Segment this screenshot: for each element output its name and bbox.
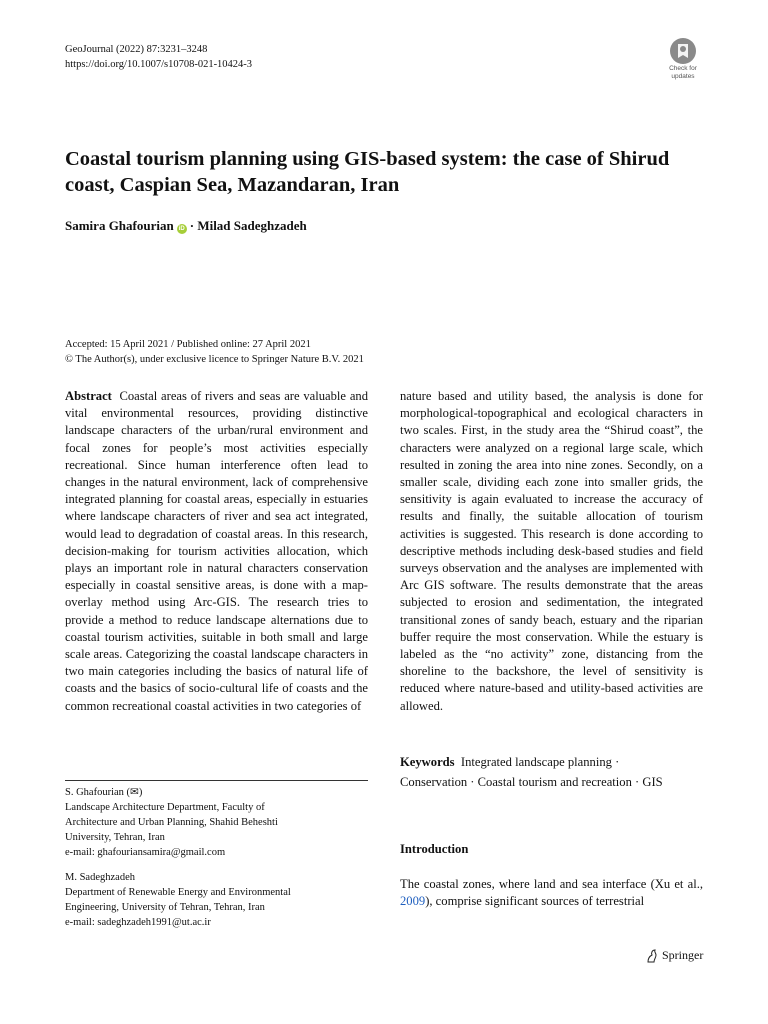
affiliation-1-line: S. Ghafourian (✉) <box>65 787 143 798</box>
abstract-heading: Abstract <box>65 389 112 403</box>
paper-title: Coastal tourism planning using GIS-based system: the case of Shirud coast, Caspian Sea, Mazandaran, Iran <box>65 148 670 196</box>
keywords-line-1: Integrated landscape planning · <box>460 755 620 769</box>
keywords-block <box>400 752 703 792</box>
doi-link[interactable]: https://doi.org/10.1007/s10708-021-10424-3 <box>65 59 253 70</box>
publisher-name: Springer <box>662 948 704 962</box>
author-1[interactable]: Samira Ghafourian <box>65 218 174 233</box>
journal-citation: GeoJournal (2022) 87:3231–3248 <box>65 44 208 55</box>
intro-text-end: ), comprise significant sources of terrestrial <box>425 894 645 909</box>
keywords-line-2: Conservation · Coastal tourism and recreation · GIS <box>400 775 663 789</box>
abstract-text-right: nature based and utility based, the analysis is done for morphological-topographical and ecological characters in two scales. First, in the study area the “Shirud coast”, the characters were analyzed on a regional large scale, which resulted in zoning the area into nine zones. Secondly, on a smaller scale, dividing each zone into smaller grids, the sensitivity is again evaluated to increase the accuracy of results and finally, the suitable allocation of tourism activities is suggested. This research is done according to descriptive methods including desk-based studies and field surveys observation and the analyses are implemented with Arc GIS software. The results demonstrate that the areas subjected to erosion and sedimentation, the integrated transitional zones of sandy beach, estuary and the riparian buffer require the most conservation. While the estuary is labeled as the “no activity” zone, distancing from the shoreline to the backshore, the level of sensitivity is reduced where nature-based and utility-based activities are allowed. <box>400 389 703 713</box>
affiliation-1-line: University, Tehran, Iran <box>65 832 165 843</box>
check-for-updates-badge[interactable] <box>662 38 704 80</box>
badge-label-2: updates <box>671 73 695 80</box>
springer-horse-icon <box>646 949 658 963</box>
affiliation-1-line: Landscape Architecture Department, Faculty of <box>65 802 265 813</box>
intro-text-start: The coastal zones, where land and sea interface (Xu et al., <box>400 877 703 891</box>
citation-link[interactable]: 2009 <box>400 894 426 909</box>
introduction-text <box>400 876 703 910</box>
abstract-right-column <box>400 388 703 715</box>
author-2[interactable]: Milad Sadeghzadeh <box>197 218 307 233</box>
badge-label-1: Check for <box>669 65 697 72</box>
affiliation-1-line: Architecture and Urban Planning, Shahid Beheshti <box>65 817 278 828</box>
author-list <box>65 218 307 234</box>
publisher-footer <box>646 948 703 963</box>
affiliation-2-line: Engineering, University of Tehran, Tehran, Iran <box>65 902 265 913</box>
abstract-left-column <box>65 388 368 715</box>
check-for-updates-icon <box>670 38 696 64</box>
author-separator: · <box>189 218 195 233</box>
orcid-icon[interactable]: iD <box>178 226 185 232</box>
affiliation-1 <box>65 785 368 860</box>
footnote-divider <box>65 780 368 781</box>
journal-header <box>65 42 252 72</box>
author-1-email[interactable]: e-mail: ghafouriansamira@gmail.com <box>65 847 226 858</box>
introduction-heading: Introduction <box>400 842 469 856</box>
affiliation-2-line: M. Sadeghzadeh <box>65 872 135 883</box>
copyright-line: © The Author(s), under exclusive licence to Springer Nature B.V. 2021 <box>65 354 364 365</box>
keywords-heading: Keywords <box>400 755 455 769</box>
affiliation-2-line: Department of Renewable Energy and Environmental <box>65 887 291 898</box>
affiliation-2 <box>65 870 368 930</box>
publication-dates <box>65 337 364 367</box>
author-2-email[interactable]: e-mail: sadeghzadeh1991@ut.ac.ir <box>65 917 211 928</box>
dates-line: Accepted: 15 April 2021 / Published online: 27 April 2021 <box>65 339 311 350</box>
abstract-text-left: Coastal areas of rivers and seas are valuable and vital environmental resources, providing distinctive landscape characters of the urban/rural environment and focal zones for people’s most activities especially recreational. Since human interference often lead to changes in the natural environment, lack of comprehensive integrated planning for coastal areas, especially in estuaries where landscape characters of river and sea act integrated, would lead to degradation of coastal areas. In this research, decision-making for tourism activities allocation, which plays an important role in natural characters conservation especially in coastal sensitive areas, is done with a map-overlay method using Arc-GIS. The research tries to provide a method to reduce landscape alternations due to coastal tourism activities, suitable in both small and large scale areas. Categorizing the coastal landscape characters in two main categories including the basics of natural life of coasts and the basics of socio-cultural life of coasts and the common recreational coastal activities in two categories of <box>65 389 369 713</box>
